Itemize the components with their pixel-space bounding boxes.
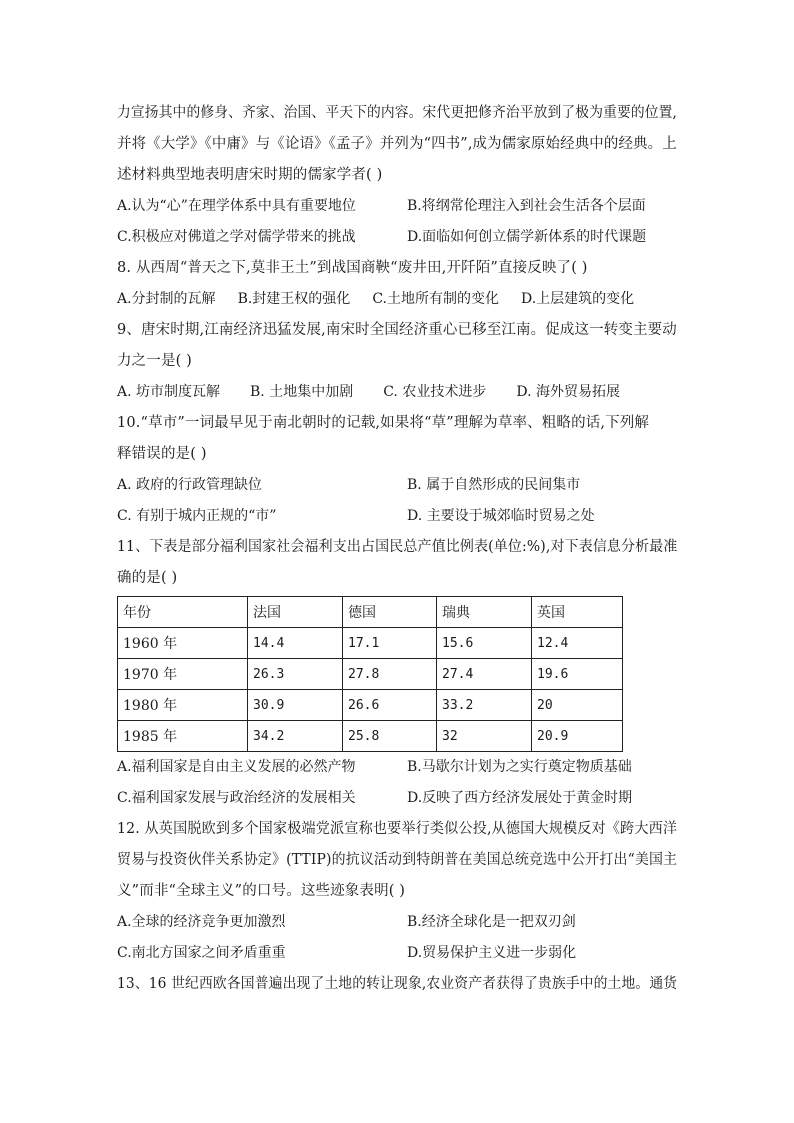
table-header-cell: 法国 <box>248 597 343 628</box>
table-cell: 1980 年 <box>118 690 248 721</box>
q10-option-c: C. 有别于城内正规的“市” <box>117 508 277 524</box>
q9-option-a: A. 坊市制度瓦解 <box>117 384 221 400</box>
q11-option-d: D.反映了西方经济发展处于黄金时期 <box>407 790 633 806</box>
q7-stem-line: 并将《大学》《中庸》与《论语》《孟子》并列为“四书”,成为儒家原始经典中的经典。上 <box>117 136 677 152</box>
welfare-table <box>117 596 623 752</box>
q9-option-c: C. 农业技术进步 <box>383 384 487 400</box>
q7-stem-line: 力宣扬其中的修身、齐家、治国、平天下的内容。宋代更把修齐治平放到了极为重要的位置, <box>117 105 678 121</box>
table-header-cell: 瑞典 <box>437 597 532 628</box>
q12-option-a: A.全球的经济竞争更加激烈 <box>117 914 286 930</box>
q11-option-a: A.福利国家是自由主义发展的必然产物 <box>117 759 356 775</box>
table-cell: 26.6 <box>343 690 437 721</box>
q13-stem-line: 13、16 世纪西欧各国普遍出现了土地的转让现象,农业资产者获得了贵族手中的土地。通货 <box>117 976 678 992</box>
q10-option-b: B. 属于自然形成的民间集市 <box>407 477 581 493</box>
table-cell: 17.1 <box>343 628 437 659</box>
table-cell: 15.6 <box>437 628 532 659</box>
q11-stem-line: 确的是( ) <box>117 570 178 586</box>
q9-option-d: D. 海外贸易拓展 <box>516 384 620 400</box>
q7-option-d: D.面临如何创立儒学新体系的时代课题 <box>407 229 647 245</box>
q9-option-b: B. 土地集中加剧 <box>250 384 354 400</box>
table-row <box>118 690 623 721</box>
q12-option-c: C.南北方国家之间矛盾重重 <box>117 945 286 961</box>
table-cell: 1970 年 <box>118 659 248 690</box>
q9-stem-line: 力之一是( ) <box>117 353 192 369</box>
q8-stem: 8. 从西周“普天之下,莫非王土”到战国商鞅“废井田,开阡陌”直接反映了( ) <box>117 260 588 276</box>
page-content <box>117 98 677 1000</box>
q12-stem-line: 义”而非“全球主义”的口号。这些迹象表明( ) <box>117 883 406 899</box>
q7-option-a: A.认为“心”在理学体系中具有重要地位 <box>117 198 356 214</box>
q8-option-d: D.上层建筑的变化 <box>520 291 635 307</box>
q7-option-b: B.将纲常伦理注入到社会生活各个层面 <box>407 198 646 214</box>
table-cell: 20.9 <box>532 721 623 752</box>
table-header-cell: 年份 <box>118 597 248 628</box>
table-header-cell: 德国 <box>343 597 437 628</box>
q9-stem-line: 9、唐宋时期,江南经济迅猛发展,南宋时全国经济重心已移至江南。促成这一转变主要动 <box>117 322 677 338</box>
q10-option-d: D. 主要设于城郊临时贸易之处 <box>407 508 595 524</box>
q10-stem-line: 释错误的是( ) <box>117 446 207 462</box>
q11-option-b: B.马歇尔计划为之实行奠定物质基础 <box>407 759 632 775</box>
q9-options-row <box>117 377 677 408</box>
q7-options-row <box>117 191 677 222</box>
table-cell: 30.9 <box>248 690 343 721</box>
q12-options-row <box>117 938 677 969</box>
table-cell: 14.4 <box>248 628 343 659</box>
q11-stem-line: 11、下表是部分福利国家社会福利支出占国民总产值比例表(单位:%),对下表信息分析最准 <box>117 539 678 555</box>
table-cell: 12.4 <box>532 628 623 659</box>
q8-option-b: B.封建王权的强化 <box>237 291 351 307</box>
q7-options-row <box>117 222 677 253</box>
table-cell: 33.2 <box>437 690 532 721</box>
q7-option-c: C.积极应对佛道之学对儒学带来的挑战 <box>117 229 356 245</box>
table-cell: 1985 年 <box>118 721 248 752</box>
table-header-cell: 英国 <box>532 597 623 628</box>
table-cell: 20 <box>532 690 623 721</box>
table-header-row <box>118 597 623 628</box>
q12-stem-line: 12. 从英国脱欧到多个国家极端党派宣称也要举行类似公投,从德国大规模反对《跨大西洋 <box>117 821 678 837</box>
table-row <box>118 659 623 690</box>
table-cell: 27.8 <box>343 659 437 690</box>
q10-option-a: A. 政府的行政管理缺位 <box>117 477 263 493</box>
table-cell: 25.8 <box>343 721 437 752</box>
q11-option-c: C.福利国家发展与政治经济的发展相关 <box>117 790 356 806</box>
q8-option-a: A.分封制的瓦解 <box>117 291 216 307</box>
q10-stem-line: 10.“草市”一词最早见于南北朝时的记载,如果将“草”理解为草率、粗略的话,下列解 <box>117 415 650 431</box>
q12-option-b: B.经济全球化是一把双刃剑 <box>407 914 576 930</box>
table-cell: 26.3 <box>248 659 343 690</box>
q11-options-row <box>117 783 677 814</box>
table-cell: 19.6 <box>532 659 623 690</box>
q12-option-d: D.贸易保护主义进一步弱化 <box>407 945 577 961</box>
q11-options-row <box>117 752 677 783</box>
q12-stem-line: 贸易与投资伙伴关系协定》(TTIP)的抗议活动到特朗普在美国总统竞选中公开打出“美国主 <box>117 852 678 868</box>
table-cell: 27.4 <box>437 659 532 690</box>
q10-options-row <box>117 501 677 532</box>
q8-option-c: C.土地所有制的变化 <box>372 291 499 307</box>
q7-stem-line: 述材料典型地表明唐宋时期的儒家学者( ) <box>117 167 383 183</box>
table-row <box>118 628 623 659</box>
table-cell: 1960 年 <box>118 628 248 659</box>
q12-options-row <box>117 907 677 938</box>
table-row <box>118 721 623 752</box>
table-cell: 32 <box>437 721 532 752</box>
table-cell: 34.2 <box>248 721 343 752</box>
q8-options-row <box>117 284 677 315</box>
q10-options-row <box>117 470 677 501</box>
